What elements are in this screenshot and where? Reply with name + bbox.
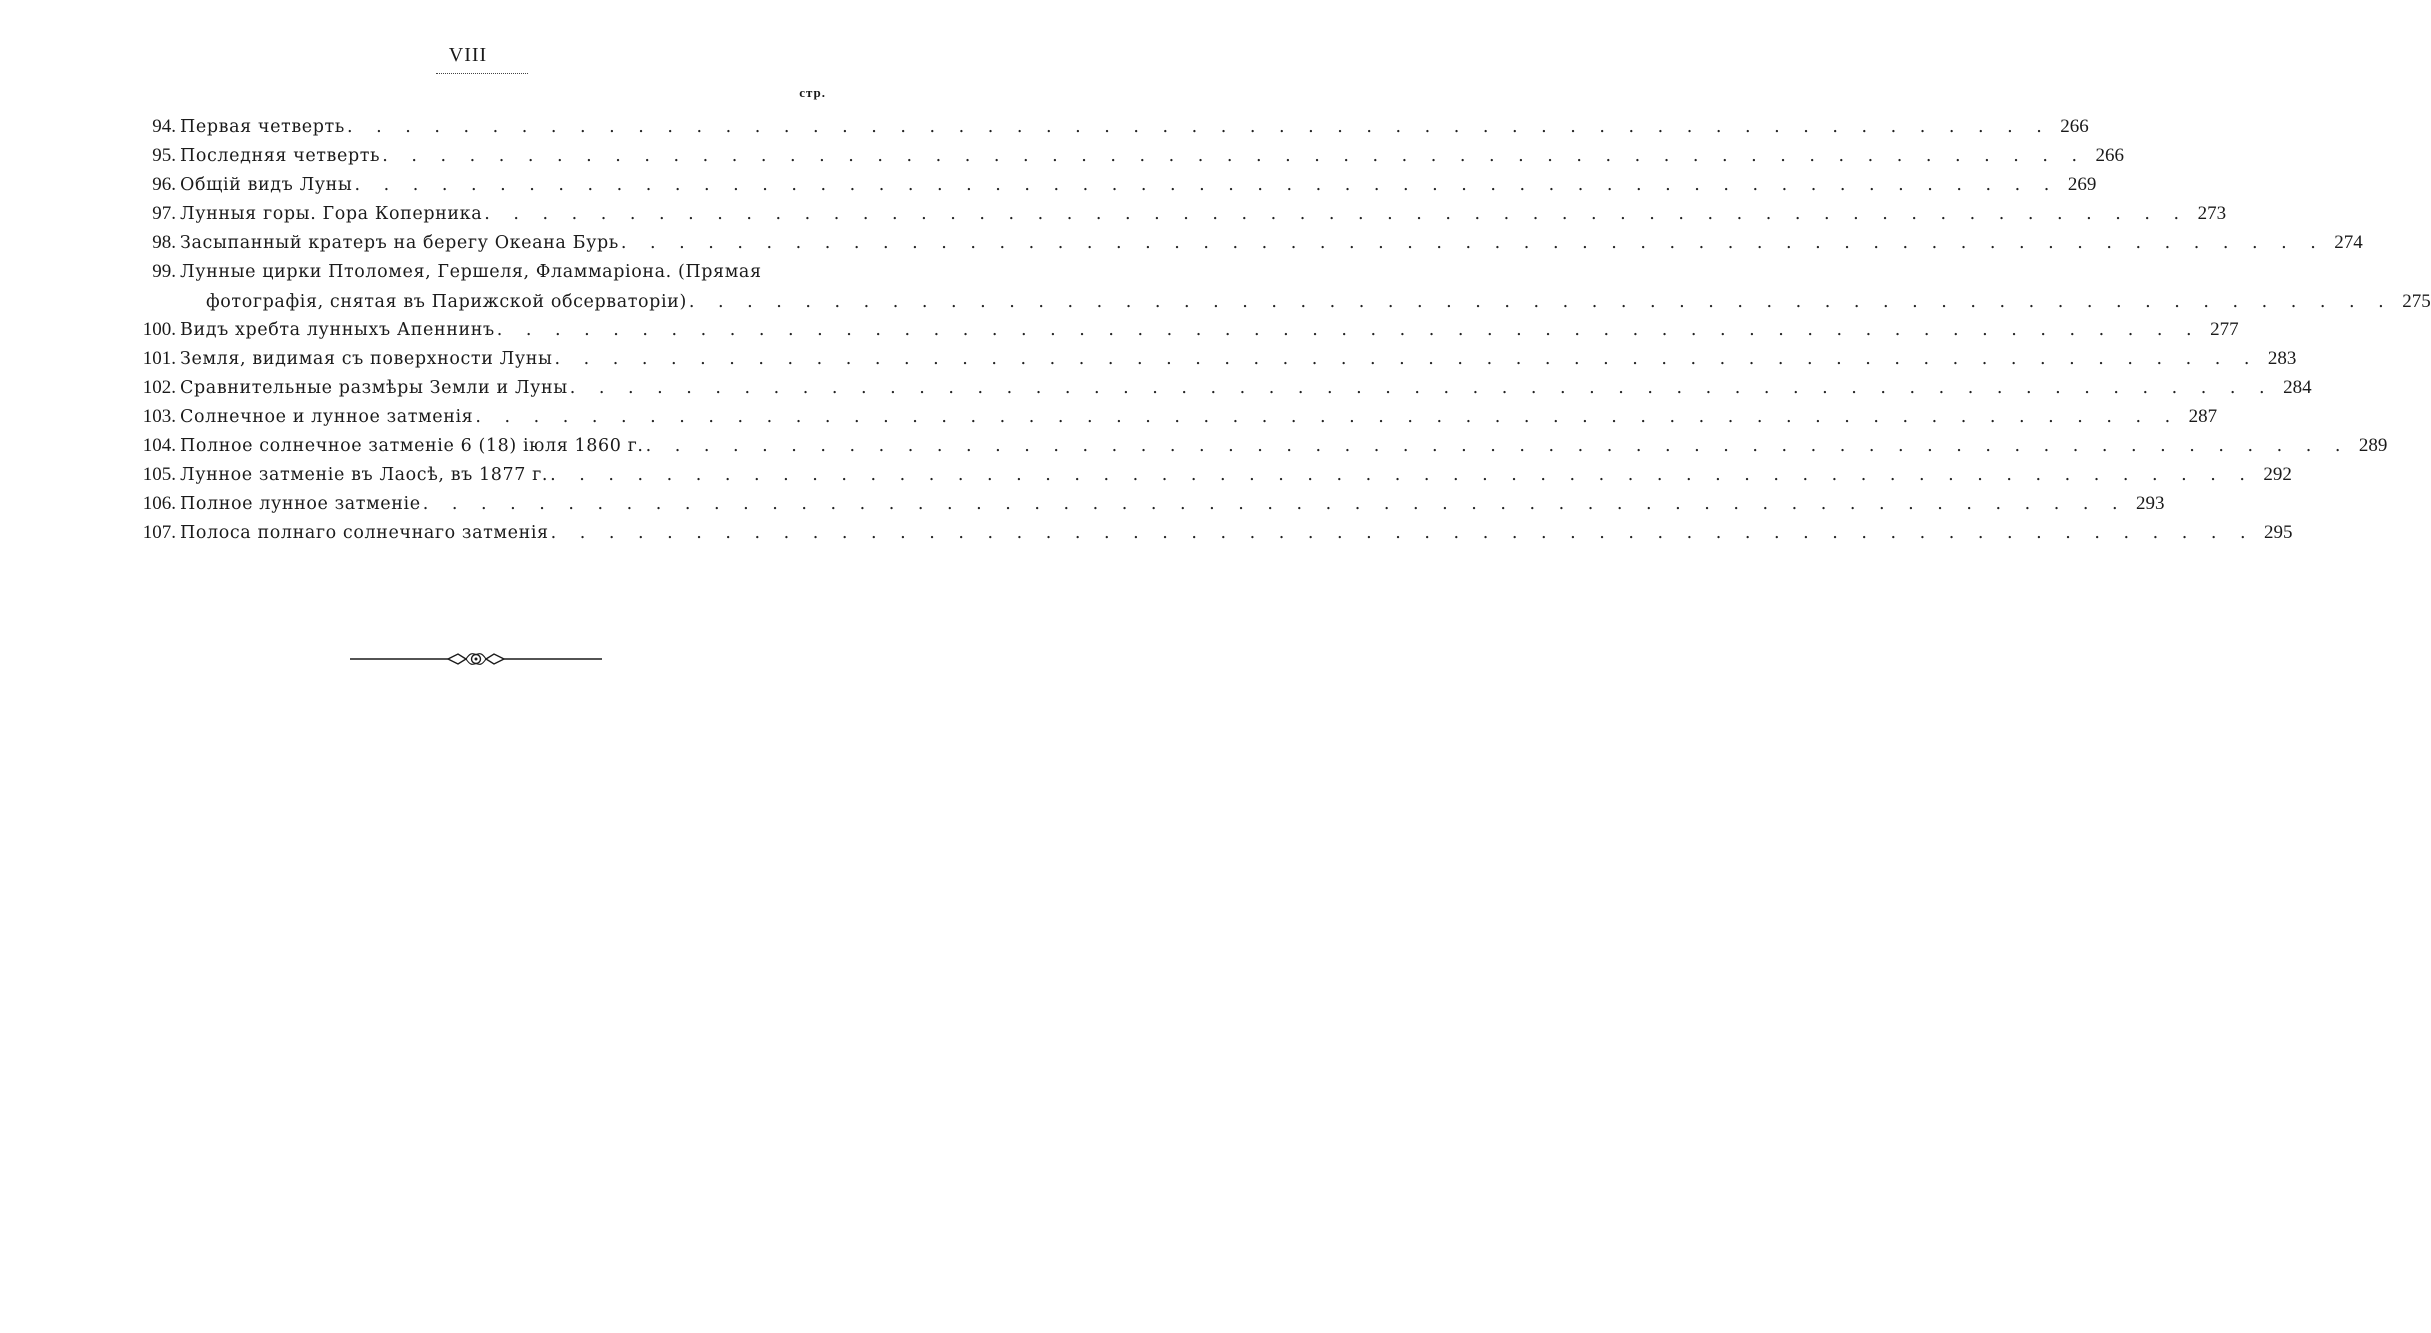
entry-title-continuation: фотографія, снятая въ Парижской обсерваторіи) (206, 292, 687, 312)
entry-page: 284 (2283, 377, 2312, 398)
entry-page: 273 (2197, 203, 2227, 224)
entry-page: 292 (2263, 464, 2292, 485)
entry-number: 97. (152, 203, 176, 224)
toc-entry (120, 402, 2218, 431)
entry-page: 266 (2095, 145, 2125, 166)
table-of-contents (120, 112, 2431, 547)
entry-title: Земля, видимая съ поверхности Луны (180, 349, 553, 369)
entry-number: 101. (142, 348, 176, 369)
entry-page: 269 (2067, 174, 2097, 195)
entry-page: 266 (2060, 116, 2089, 137)
dot-leader (354, 171, 2058, 200)
entry-page: 287 (2188, 406, 2218, 427)
entry-page: 289 (2358, 435, 2388, 456)
toc-entry (120, 228, 2363, 257)
page-number-rule (436, 73, 528, 74)
page-number: VIII (448, 44, 488, 66)
toc-entry (120, 373, 2312, 402)
entry-number: 103. (142, 406, 176, 427)
entry-title: Засыпанный кратеръ на берегу Океана Бурь (180, 233, 619, 253)
entry-page: 275 (2402, 291, 2431, 312)
dot-leader (621, 229, 2325, 258)
entry-title: Лунное затменіе въ Лаосѣ, въ 1877 г. (180, 465, 549, 485)
dot-leader (646, 432, 2350, 461)
entry-number: 104. (142, 435, 176, 456)
entry-number: 105. (142, 464, 176, 485)
entry-title: Первая четверть (180, 117, 345, 137)
entry-title: Солнечное и лунное затменія (180, 407, 474, 427)
entry-number: 100. (142, 319, 176, 340)
toc-entry (120, 315, 2239, 344)
entry-number: 98. (152, 232, 176, 253)
toc-entry (120, 199, 2227, 228)
entry-title: Полное солнечное затменіе 6 (18) іюля 1860 г. (180, 436, 644, 456)
dot-leader (689, 288, 2393, 317)
toc-entry (120, 460, 2292, 489)
toc-entry (120, 257, 2431, 315)
entry-number: 107. (142, 522, 176, 543)
entry-title: Сравнительные размѣры Земли и Луны (180, 378, 568, 398)
entry-title: Лунные цирки Птоломея, Гершеля, Фламмаріона. (Прямая (180, 262, 762, 282)
entry-page: 283 (2267, 348, 2297, 369)
entry-title: Последняя четверть (180, 146, 381, 166)
toc-entry (120, 141, 2125, 170)
toc-entry (120, 431, 2388, 460)
entry-number: 106. (142, 493, 176, 514)
dot-leader (484, 200, 2188, 229)
dot-leader (497, 316, 2201, 345)
entry-page: 293 (2136, 493, 2165, 514)
dot-leader (347, 113, 2051, 142)
entry-number: 99. (152, 261, 176, 282)
entry-title: Видъ хребта лунныхъ Апеннинъ (180, 320, 495, 340)
toc-entry (120, 344, 2297, 373)
entry-title: Полное лунное затменіе (180, 494, 421, 514)
dot-leader (423, 490, 2127, 519)
toc-entry (120, 112, 2089, 141)
entry-title: Лунныя горы. Гора Коперника (180, 204, 483, 224)
toc-entry (120, 518, 2293, 547)
dot-leader (551, 519, 2255, 548)
dot-leader (570, 374, 2274, 403)
entry-title: Общій видъ Луны (180, 175, 353, 195)
dot-leader (555, 345, 2259, 374)
ornament-divider-icon (350, 651, 602, 667)
entry-number: 95. (152, 145, 176, 166)
entry-number: 102. (142, 377, 176, 398)
dot-leader (382, 142, 2086, 171)
toc-entry (120, 170, 2097, 199)
dot-leader (475, 403, 2179, 432)
entry-number: 94. (152, 116, 176, 137)
entry-page: 295 (2264, 522, 2293, 543)
entry-page: 274 (2334, 232, 2363, 253)
entry-number: 96. (152, 174, 176, 195)
toc-entry (120, 489, 2165, 518)
entry-page: 277 (2210, 319, 2239, 340)
entry-title: Полоса полнаго солнечнаго затменія (180, 523, 549, 543)
dot-leader (550, 461, 2254, 490)
page-column-label: стр. (799, 85, 826, 100)
